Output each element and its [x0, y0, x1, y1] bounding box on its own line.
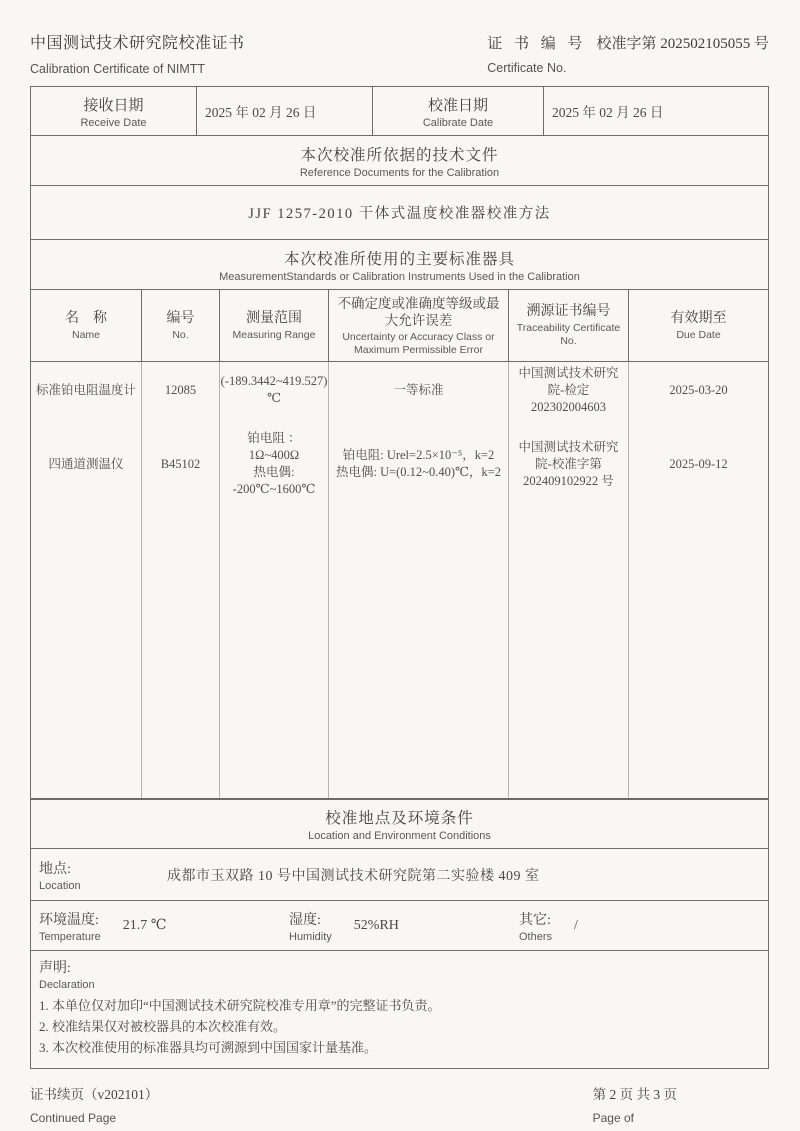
standards-title-zh: 本次校准所使用的主要标准器具: [283, 250, 515, 268]
standard-1-range: (-189.3442~419.527) ℃: [220, 374, 328, 405]
location-label-zh: 地点:: [39, 861, 71, 877]
standard-1-uncertainty: 一等标准: [393, 382, 444, 397]
declaration-title-zh: 声明:: [39, 961, 71, 976]
col-header-traceability: [508, 290, 628, 361]
reference-docs-title-en: Reference Documents for the Calibration: [299, 166, 500, 179]
receive-date-label: [31, 87, 196, 135]
calibrate-date-label: [372, 87, 543, 135]
column-traceability: [508, 362, 628, 798]
certificate-no-label-zh: 证 书 编 号: [487, 36, 587, 52]
page-footer: [30, 1083, 769, 1125]
location-title-zh: 校准地点及环境条件: [325, 810, 474, 827]
standard-2-traceability: 中国测试技术研究院-校准字第 202409102922 号: [518, 439, 619, 488]
standard-2-uncertainty-pt: 铂电阻: Urel=2.5×10⁻⁵，k=2: [342, 448, 495, 462]
col-header-due: [628, 290, 768, 361]
footer-page-number-zh: 第 2 页 共 3 页: [592, 1087, 677, 1102]
others-value: /: [574, 917, 578, 933]
col-header-traceability-zh: 溯源证书编号: [526, 304, 611, 319]
declaration-item-1: 1. 本单位仅对加印“中国测试技术研究院校准专用章”的完整证书负责。: [39, 998, 441, 1013]
reference-docs-title-zh: 本次校准所依据的技术文件: [300, 146, 499, 164]
footer-continued-page: [30, 1083, 158, 1125]
humidity-label: [289, 909, 332, 943]
standard-1-no: 12085: [164, 382, 197, 397]
certificate-no-label-en: Certificate No.: [487, 61, 567, 75]
col-header-no-zh: 编号: [166, 310, 195, 326]
certificate-title-zh: 中国测试技术研究院校准证书: [30, 35, 245, 52]
others-label: [519, 909, 552, 943]
environment-row: [31, 900, 768, 950]
col-header-range-en: Measuring Range: [232, 328, 316, 341]
col-header-range-zh: 测量范围: [246, 310, 302, 326]
humidity-label-zh: 湿度:: [289, 912, 321, 928]
footer-continued-page-zh: 证书续页（v202101）: [30, 1087, 159, 1102]
location-title-en: Location and Environment Conditions: [308, 830, 491, 842]
standards-body: [31, 361, 768, 798]
col-header-name: [31, 290, 141, 361]
col-header-uncertainty-en: Uncertainty or Accuracy Class or Maximum Permissible Error: [342, 330, 495, 356]
footer-continued-page-en: Continued Page: [30, 1111, 117, 1125]
location-environment-box: [30, 799, 769, 1069]
others-group: [519, 909, 760, 943]
standards-title-en: MeasurementStandards or Calibration Instruments Used in the Calibration: [219, 270, 580, 283]
certificate-no-value: 校准字第 202502105055 号: [596, 36, 769, 52]
standard-2-name: 四通道测温仪: [48, 456, 124, 471]
certificate-number-line: [487, 32, 769, 53]
humidity-value: 52%RH: [353, 917, 399, 933]
column-due: [628, 362, 768, 798]
standard-2-range-pt: 铂电阻 ：1Ω~400Ω: [247, 431, 301, 462]
location-row: [31, 848, 768, 900]
location-title: [31, 800, 768, 848]
calibrate-date-label-zh: 校准日期: [427, 97, 488, 114]
standard-2-uncertainty: [332, 418, 505, 510]
document-header: [30, 30, 769, 76]
standard-2-no: B45102: [160, 456, 201, 471]
receive-date-label-en: Receive Date: [80, 116, 147, 129]
col-header-due-en: Due Date: [676, 328, 721, 341]
declaration-item-3: 3. 本次校准使用的标准器具均可溯源到中国国家计量基准。: [39, 1040, 378, 1055]
standard-2-uncertainty-tc: 热电偶: U=(0.12~0.40)℃，k=2: [335, 465, 502, 479]
temperature-label-zh: 环境温度:: [39, 912, 99, 928]
declaration-section: [31, 950, 768, 1068]
standard-2-range-tc: 热电偶: -200℃~1600℃: [232, 465, 316, 496]
certificate-title-en: Calibration Certificate of NIMTT: [30, 62, 206, 76]
others-label-en: Others: [519, 930, 553, 943]
standards-header-row: [31, 289, 768, 361]
location-label-en: Location: [39, 879, 81, 892]
temperature-label-en: Temperature: [39, 930, 101, 943]
column-range: [219, 362, 328, 798]
temperature-label: [39, 909, 101, 943]
receive-date-label-zh: 接收日期: [83, 97, 144, 114]
declaration-title-en: Declaration: [39, 979, 95, 991]
col-header-no: [141, 290, 219, 361]
title-block: [30, 30, 245, 76]
location-value: 成都市玉双路 10 号中国测试技术研究院第二实验楼 409 室: [167, 868, 540, 884]
humidity-group: [289, 909, 519, 943]
receive-date-value: 2025 年 02 月 26 日: [196, 87, 372, 135]
standard-1-due: 2025-03-20: [669, 382, 728, 397]
standard-2-range: [223, 418, 325, 510]
reference-document: JJF 1257-2010 干体式温度校准器校准方法: [31, 185, 768, 239]
main-table: [30, 86, 769, 799]
standard-1-name: 标准铂电阻温度计: [35, 382, 136, 397]
standards-title: [31, 239, 768, 289]
temperature-group: [39, 909, 289, 943]
column-no: [141, 362, 219, 798]
col-header-uncertainty-zh: 不确定度或准确度等级或最大允许误差: [337, 295, 500, 328]
certificate-number-block: [487, 30, 769, 75]
column-uncertainty: [328, 362, 508, 798]
calibrate-date-value: 2025 年 02 月 26 日: [543, 87, 768, 135]
column-name: [31, 362, 141, 798]
col-header-range: [219, 290, 328, 361]
footer-page-number-en: Page of: [592, 1111, 634, 1125]
col-header-no-en: No.: [172, 328, 189, 341]
col-header-due-zh: 有效期至: [670, 310, 727, 326]
location-label: [39, 858, 139, 892]
declaration-item-2: 2. 校准结果仅对被校器具的本次校准有效。: [39, 1019, 287, 1034]
standard-2-due: 2025-09-12: [669, 456, 728, 471]
col-header-uncertainty: [328, 290, 508, 361]
footer-page-number: [593, 1083, 677, 1125]
col-header-traceability-en: Traceability Certificate No.: [516, 322, 621, 347]
others-label-zh: 其它:: [519, 912, 551, 928]
col-header-name-en: Name: [71, 328, 100, 341]
temperature-value: 21.7 ℃: [122, 918, 167, 933]
reference-docs-title: [31, 135, 768, 185]
humidity-label-en: Humidity: [289, 930, 332, 943]
dates-row: [31, 87, 768, 135]
col-header-name-zh: 名 称: [65, 310, 107, 326]
standard-1-traceability: 中国测试技术研究院-检定 202302004603: [518, 365, 619, 414]
calibrate-date-label-en: Calibrate Date: [422, 116, 494, 129]
